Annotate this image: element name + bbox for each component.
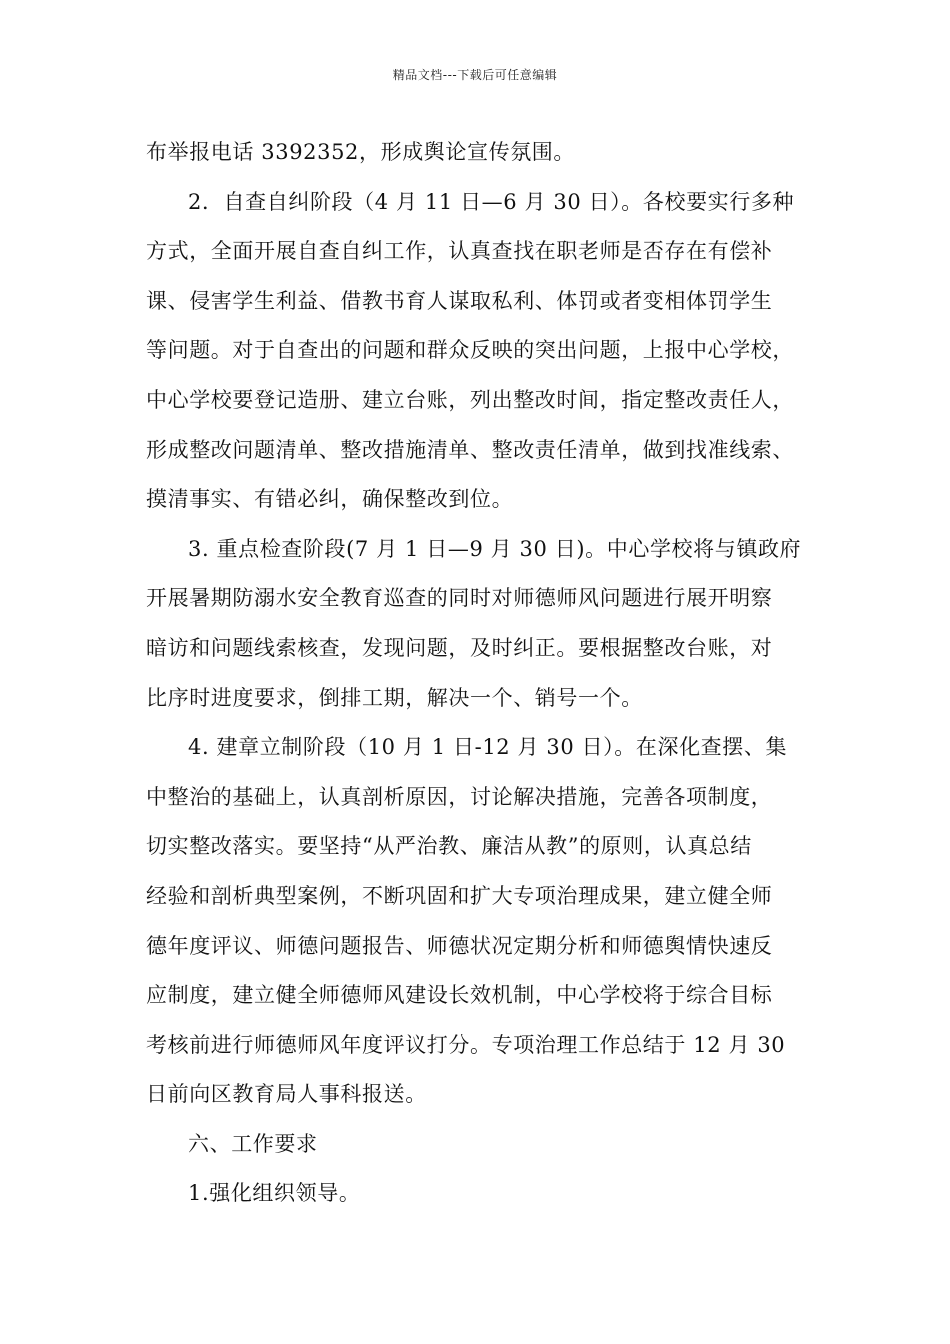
text-line: 形成整改问题清单、整改措施清单、整改责任清单，做到找准线索、: [146, 437, 794, 462]
text-line: 等问题。对于自查出的问题和群众反映的突出问题，上报中心学校，: [146, 338, 794, 363]
text-line: 暗访和问题线索核查，发现问题，及时纠正。要根据整改台账，对: [146, 635, 773, 660]
text-line-continuation: 布举报电话 3392352，形成舆论宣传氛围。: [146, 140, 575, 164]
text-line: 开展暑期防溺水安全教育巡查的同时对师德师风问题进行展开明察: [146, 586, 773, 611]
text-line: 方式，全面开展自查自纠工作，认真查找在职老师是否存在有偿补: [146, 239, 773, 264]
text-line: 德年度评议、师德问题报告、师德状况定期分析和师德舆情快速反: [146, 933, 773, 958]
document-body: [146, 128, 826, 1219]
section-heading-work-requirements: 六、工作要求: [188, 1131, 318, 1156]
text-line: 经验和剖析典型案例，不断巩固和扩大专项治理成果，建立健全师: [146, 883, 773, 908]
text-line: 比序时进度要求，倒排工期，解决一个、销号一个。: [146, 685, 643, 710]
text-line: 切实整改落实。要坚持“从严治教、廉洁从教”的原则，认真总结: [146, 834, 752, 859]
text-line: 考核前进行师德师风年度评议打分。专项治理工作总结于 12 月 30: [146, 1032, 786, 1057]
text-line: 中心学校要登记造册、建立台账，列出整改时间，指定整改责任人，: [146, 387, 794, 412]
text-line: 中整治的基础上，认真剖析原因，讨论解决措施，完善各项制度，: [146, 784, 773, 809]
text-line: 摸清事实、有错必纠，确保整改到位。: [146, 487, 514, 512]
subheading-strengthen-leadership: 1.强化组织领导。: [188, 1181, 361, 1206]
paragraph-self-inspection-stage: 2．自查自纠阶段（4 月 11 日—6 月 30 日）。各校要实行多种: [188, 189, 795, 214]
text-line: 课、侵害学生利益、借教书育人谋取私利、体罚或者变相体罚学生: [146, 288, 773, 313]
page-header-watermark: 精品文档---下载后可任意编辑: [392, 68, 558, 82]
paragraph-key-inspection-stage: 3. 重点检查阶段(7 月 1 日—9 月 30 日)。中心学校将与镇政府: [188, 536, 802, 561]
paragraph-rules-establishment-stage: 4. 建章立制阶段（10 月 1 日-12 月 30 日）。在深化查摆、集: [188, 735, 788, 760]
text-line: 应制度，建立健全师德师风建设长效机制，中心学校将于综合目标: [146, 983, 773, 1008]
text-line: 日前向区教育局人事科报送。: [146, 1082, 427, 1107]
